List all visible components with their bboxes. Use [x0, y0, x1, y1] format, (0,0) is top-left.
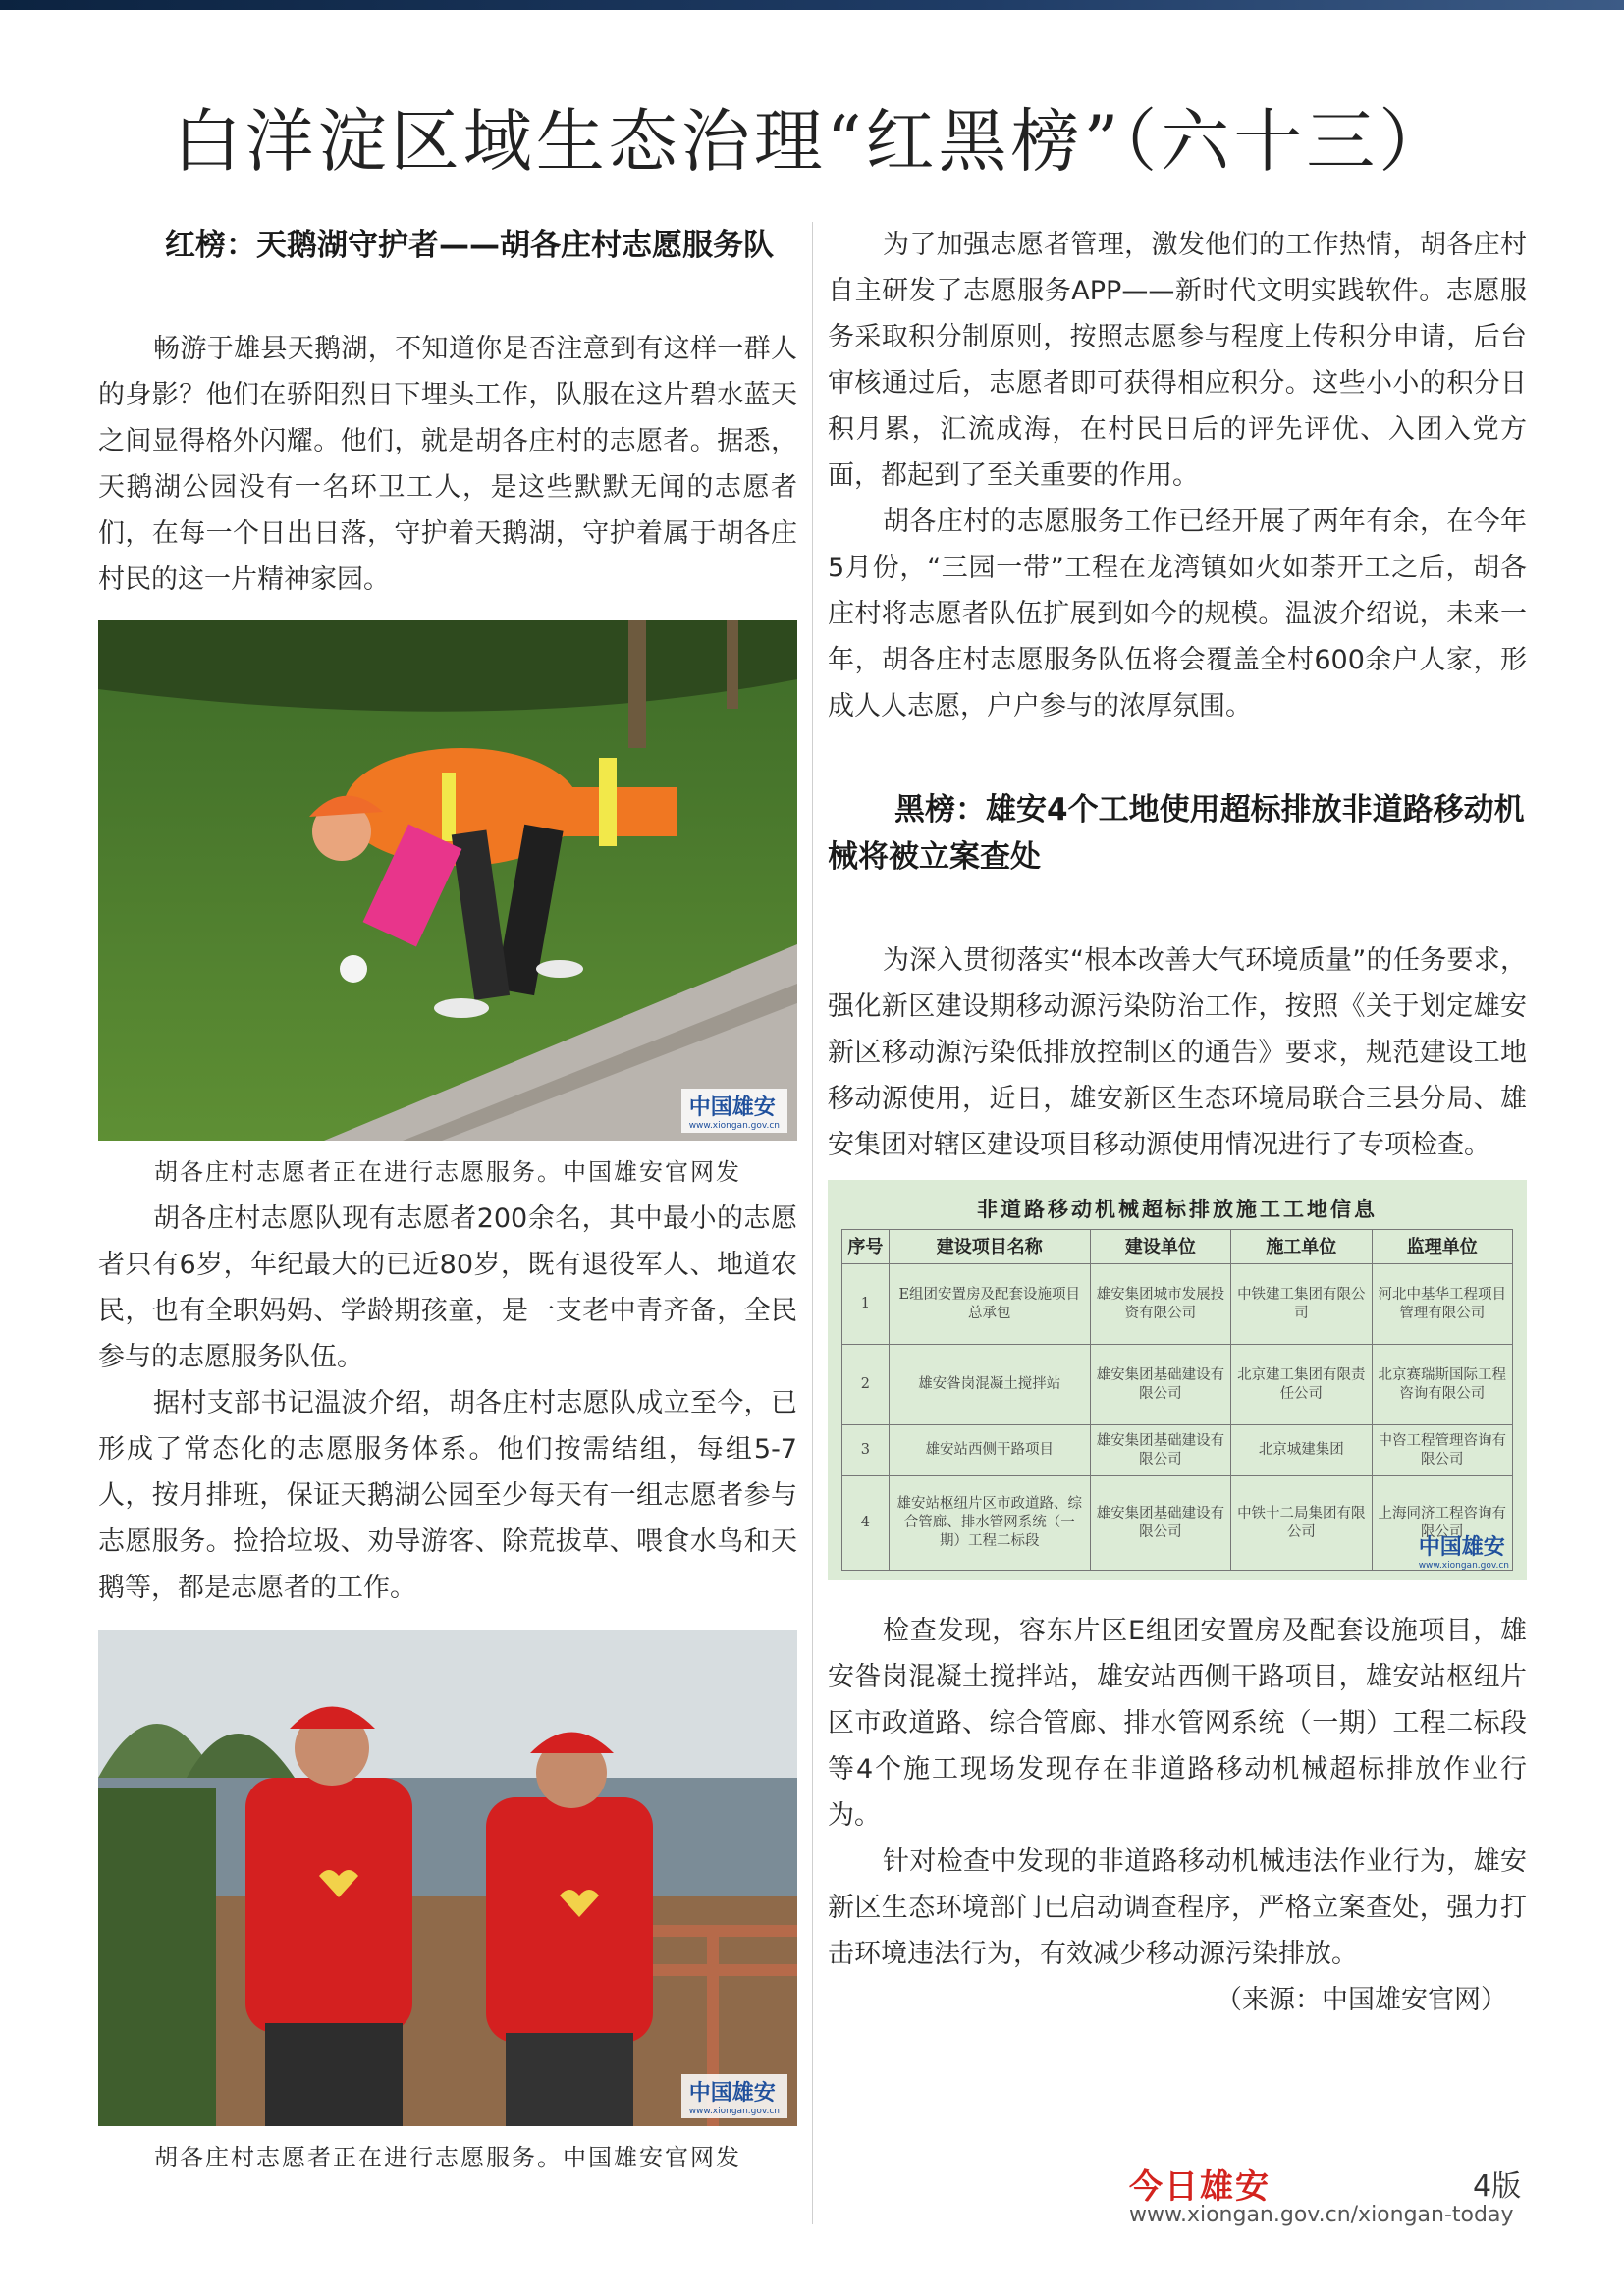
offending-sites-table-panel	[828, 1180, 1527, 1580]
table-cell: 1	[842, 1264, 890, 1345]
chinaxiongan-watermark-3: 中国雄安 www.xiongan.gov.cn	[1418, 1535, 1509, 1571]
col-header-supervisor: 监理单位	[1372, 1230, 1512, 1264]
table-cell: 2	[842, 1345, 890, 1425]
column-divider	[812, 222, 813, 2224]
table-header-row	[842, 1230, 1513, 1264]
footer-url[interactable]: www.xiongan.gov.cn/xiongan-today	[1129, 2203, 1514, 2227]
photo-caption-1: 胡各庄村志愿者正在进行志愿服务。中国雄安官网发	[154, 1158, 741, 1186]
left-paragraph-2: 胡各庄村志愿队现有志愿者200余名，其中最小的志愿者只有6岁，年纪最大的已近80岁，既有退役军人、地道农民，也有全职妈妈、学龄期孩童，是一支老中青齐备，全民参与的志愿服务队伍。	[98, 1203, 797, 1372]
top-color-bar	[0, 0, 1624, 10]
table-cell: 河北中基华工程项目管理有限公司	[1372, 1264, 1512, 1345]
table-cell: 雄安集团城市发展投资有限公司	[1090, 1264, 1230, 1345]
left-paragraph-3: 据村支部书记温波介绍，胡各庄村志愿队成立至今，已形成了常态化的志愿服务体系。他们按需结组，每组5-7人，按月排班，保证天鹅湖公园至少每天有一组志愿者参与志愿服务。捡拾垃圾、劝导游客、除荒拔草、喂食水鸟和天鹅等，都是志愿者的工作。	[98, 1388, 797, 1603]
table-cell: 雄安集团基础建设有限公司	[1090, 1476, 1230, 1571]
table-row	[842, 1425, 1513, 1476]
table-cell: 上海同济工程咨询有限公司	[1372, 1476, 1512, 1571]
table-cell: 北京建工集团有限责任公司	[1231, 1345, 1372, 1425]
today-xiongan-logo: 今日雄安	[1129, 2167, 1271, 2207]
photo-caption-2: 胡各庄村志愿者正在进行志愿服务。中国雄安官网发	[154, 2144, 741, 2171]
page-version: 4版	[1473, 2169, 1522, 2204]
volunteer-photo-2	[98, 1630, 797, 2126]
right-paragraph-2: 胡各庄村的志愿服务工作已经开展了两年有余，在今年5月份，“三园一带”工程在龙湾镇如火如荼开工之后，胡各庄村将志愿者队伍扩展到如今的规模。温波介绍说，未来一年，胡各庄村志愿服务队伍将会覆盖全村600余户人家，形成人人志愿，户户参与的浓厚氛围。	[828, 507, 1527, 721]
right-column	[828, 222, 1527, 2023]
right-paragraph-1: 为了加强志愿者管理，激发他们的工作热情，胡各庄村自主研发了志愿服务APP——新时代文明实践软件。志愿服务采取积分制原则，按照志愿参与程度上传积分申请，后台审核通过后，志愿者即可获得相应积分。这些小小的积分日积月累，汇流成海，在村民日后的评先评优、入团入党方面，都起到了至关重要的作用。	[828, 230, 1527, 491]
table-row	[842, 1345, 1513, 1425]
volunteer-photo-1	[98, 620, 797, 1141]
table-title: 非道路移动机械超标排放施工工地信息	[977, 1197, 1378, 1221]
col-header-contractor: 施工单位	[1231, 1230, 1372, 1264]
col-header-builder: 建设单位	[1090, 1230, 1230, 1264]
source-note: （来源：中国雄安官网）	[1216, 1985, 1507, 2015]
table-cell: 雄安昝岗混凝土搅拌站	[889, 1345, 1090, 1425]
page-title: 白洋淀区域生态治理“红黑榜”（六十三）	[172, 101, 1452, 182]
table-cell: 中铁十二局集团有限公司	[1231, 1476, 1372, 1571]
table-cell: 雄安集团基础建设有限公司	[1090, 1345, 1230, 1425]
red-list-heading: 红榜：天鹅湖守护者——胡各庄村志愿服务队	[165, 228, 774, 263]
table-cell: 4	[842, 1476, 890, 1571]
table-cell: 北京城建集团	[1231, 1425, 1372, 1476]
col-header-project: 建设项目名称	[889, 1230, 1090, 1264]
right-paragraph-3: 为深入贯彻落实“根本改善大气环境质量”的任务要求，强化新区建设期移动源污染防治工作，按照《关于划定雄安新区移动源污染低排放控制区的通告》要求，规范建设工地移动源使用，近日，雄安新区生态环境局联合三县分局、雄安集团对辖区建设项目移动源使用情况进行了专项检查。	[828, 945, 1527, 1160]
table-cell: 雄安站西侧干路项目	[889, 1425, 1090, 1476]
offending-sites-table	[841, 1229, 1513, 1571]
right-paragraph-5: 针对检查中发现的非道路移动机械违法作业行为，雄安新区生态环境部门已启动调查程序，严格立案查处，强力打击环境违法行为，有效减少移动源污染排放。	[828, 1846, 1527, 1969]
table-row	[842, 1264, 1513, 1345]
table-cell: 中铁建工集团有限公司	[1231, 1264, 1372, 1345]
table-cell: E组团安置房及配套设施项目总承包	[889, 1264, 1090, 1345]
table-cell: 北京赛瑞斯国际工程咨询有限公司	[1372, 1345, 1512, 1425]
left-paragraph-1: 畅游于雄县天鹅湖，不知道你是否注意到有这样一群人的身影？他们在骄阳烈日下埋头工作，队服在这片碧水蓝天之间显得格外闪耀。他们，就是胡各庄村的志愿者。据悉，天鹅湖公园没有一名环卫工人，是这些默默无闻的志愿者们，在每一个日出日落，守护着天鹅湖，守护着属于胡各庄村民的这一片精神家园。	[98, 334, 797, 595]
right-paragraph-4: 检查发现，容东片区E组团安置房及配套设施项目，雄安昝岗混凝土搅拌站，雄安站西侧干路项目，雄安站枢纽片区市政道路、综合管廊、排水管网系统（一期）工程二标段等4个施工现场发现存在非道路移动机械超标排放作业行为。	[828, 1616, 1527, 1831]
col-header-no: 序号	[842, 1230, 890, 1264]
table-cell: 雄安站枢纽片区市政道路、综合管廊、排水管网系统（一期）工程二标段	[889, 1476, 1090, 1571]
table-cell: 3	[842, 1425, 890, 1476]
table-cell: 中咨工程管理咨询有限公司	[1372, 1425, 1512, 1476]
chinaxiongan-watermark: 中国雄安 www.xiongan.gov.cn	[681, 1089, 787, 1133]
left-column	[98, 222, 797, 2181]
table-cell: 雄安集团基础建设有限公司	[1090, 1425, 1230, 1476]
black-list-heading: 黑榜：雄安4个工地使用超标排放非道路移动机械将被立案查处	[828, 792, 1525, 875]
chinaxiongan-watermark-2: 中国雄安 www.xiongan.gov.cn	[681, 2074, 787, 2118]
